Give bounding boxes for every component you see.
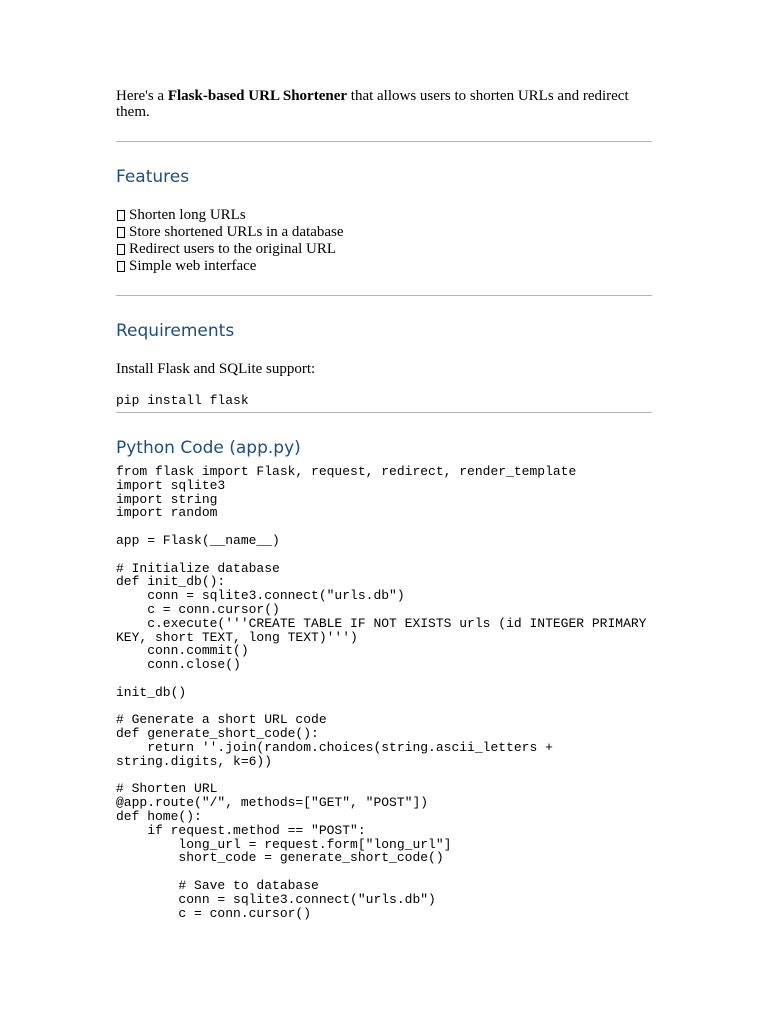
- install-command: pip install flask: [116, 393, 249, 408]
- intro-suffix: that allows users to shorten URLs and redirect them.: [116, 88, 629, 120]
- python-code-heading: Python Code (app.py): [116, 438, 301, 458]
- list-item: [116, 258, 344, 275]
- list-item: [116, 241, 344, 258]
- features-list: [116, 207, 344, 275]
- intro-prefix: Here's a: [116, 88, 168, 104]
- missing-glyph-icon: [117, 244, 125, 255]
- missing-glyph-icon: [117, 227, 125, 238]
- divider-2: [116, 295, 652, 296]
- feature-text: Redirect users to the original URL: [129, 241, 337, 257]
- list-item: [116, 207, 344, 224]
- missing-glyph-icon: [117, 261, 125, 272]
- divider-1: [116, 141, 652, 142]
- requirements-heading: Requirements: [116, 321, 235, 341]
- divider-3: [116, 412, 652, 413]
- missing-glyph-icon: [117, 210, 125, 221]
- list-item: [116, 224, 344, 241]
- feature-text: Simple web interface: [129, 258, 257, 274]
- code-block: from flask import Flask, request, redirect, render_template import sqlite3 import string import random app = Flask(__name__) # Initialize database def init_db(): conn = sqlite3.connect("urls.db") c = conn.cursor() c.execute('''CREATE TABLE IF NOT EXISTS urls (id INTEGER PRIMARY KEY, short TEXT, long TEXT)''') conn.commit() conn.close() init_db() # Generate a short URL code def generate_short_code(): return ''.join(random.choices(string.ascii_letters + string.digits, k=6)) # Shorten URL @app.route("/", methods=["GET", "POST"]) def home(): if request.method == "POST": long_url = request.form["long_url"] short_code = generate_short_code() # Save to database conn = sqlite3.connect("urls.db") c = conn.cursor(): [116, 464, 647, 921]
- feature-text: Shorten long URLs: [129, 207, 246, 223]
- requirements-text: Install Flask and SQLite support:: [116, 361, 316, 377]
- feature-text: Store shortened URLs in a database: [129, 224, 344, 240]
- features-heading: Features: [116, 167, 190, 187]
- intro-paragraph: [116, 88, 652, 120]
- intro-bold-title: Flask-based URL Shortener: [167, 88, 348, 104]
